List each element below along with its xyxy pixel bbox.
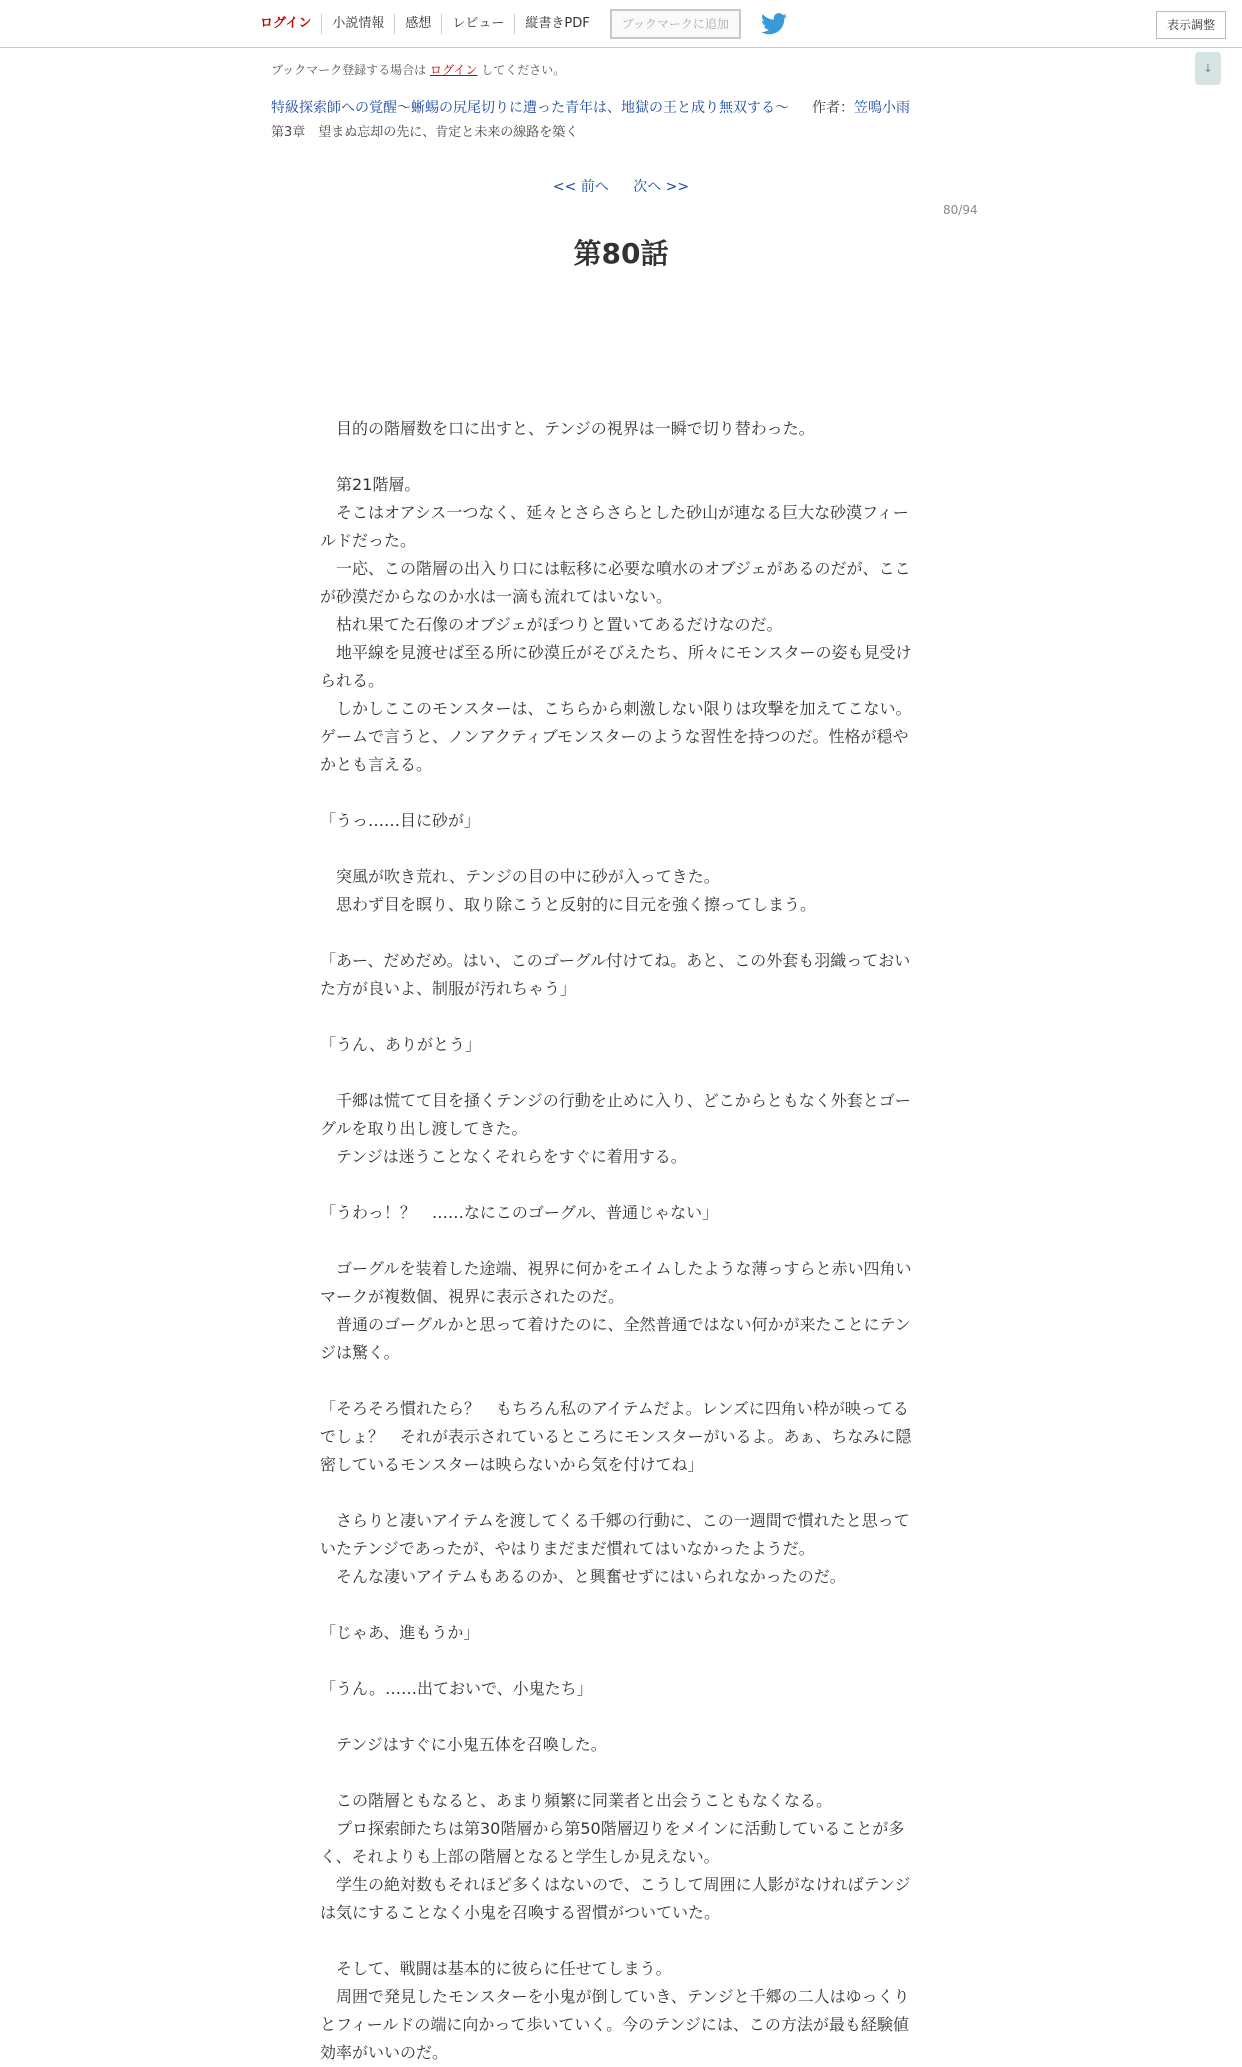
- body-line: 第21階層。: [320, 475, 421, 494]
- body-line: 周囲で発見したモンスターを小鬼が倒していき、テンジと千郷の二人はゆっくりとフィールドの端に向かって歩いていく。今のテンジには、この方法が最も経験値効率がいいのだ。: [320, 1987, 910, 2062]
- body-line: 突風が吹き荒れ、テンジの目の中に砂が入ってきた。: [320, 867, 720, 886]
- body-line: 「うっ……目に砂が」: [320, 811, 481, 830]
- login-link[interactable]: ログイン: [430, 63, 478, 77]
- display-settings-button[interactable]: 表示調整: [1156, 11, 1226, 39]
- scroll-down-button[interactable]: ↓: [1195, 52, 1221, 85]
- nav-vertical-pdf[interactable]: 縦書きPDF: [514, 14, 599, 34]
- top-header: [0, 0, 1242, 48]
- body-line: テンジは迷うことなくそれらをすぐに着用する。: [320, 1147, 687, 1166]
- nav-review[interactable]: レビュー: [441, 14, 514, 34]
- body-line: 「うわっ！？ ……なにこのゴーグル、普通じゃない」: [320, 1203, 719, 1222]
- episode-pager: [0, 176, 1242, 196]
- body-line: 「うん、ありがとう」: [320, 1035, 481, 1054]
- body-line: そこはオアシス一つなく、延々とさらさらとした砂山が連なる巨大な砂漠フィールドだった。: [320, 503, 909, 550]
- body-line: [320, 1479, 920, 1507]
- nav-novel-info[interactable]: 小説情報: [321, 14, 394, 34]
- body-line: [320, 1927, 920, 1955]
- next-episode-link[interactable]: 次へ >>: [633, 179, 690, 195]
- body-line: [320, 1703, 920, 1731]
- body-line: [320, 779, 920, 807]
- body-line: 学生の絶対数もそれほど多くはないので、こうして周囲に人影がなければテンジは気にすることなく小鬼を召喚する習慣がついていた。: [320, 1875, 911, 1922]
- body-line: 普通のゴーグルかと思って着けたのに、全然普通ではない何かが来たことにテンジは驚く。: [320, 1315, 911, 1362]
- body-line: [320, 1591, 920, 1619]
- body-line: しかしここのモンスターは、こちらから刺激しない限りは攻撃を加えてこない。ゲームで言うと、ノンアクティブモンスターのような習性を持つのだ。性格が穏やかとも言える。: [320, 699, 912, 774]
- twitter-icon[interactable]: [761, 13, 787, 35]
- body-line: [320, 1171, 920, 1199]
- body-line: さらりと凄いアイテムを渡してくる千郷の行動に、この一週間で慣れたと思っていたテンジであったが、やはりまだまだ慣れてはいなかったようだ。: [320, 1511, 910, 1558]
- nav-impressions[interactable]: 感想: [394, 14, 441, 34]
- body-line: [320, 387, 920, 415]
- body-line: 「じゃあ、進もうか」: [320, 1623, 480, 1642]
- top-nav: [250, 6, 787, 42]
- body-line: [320, 1367, 920, 1395]
- body-line: 目的の階層数を口に出すと、テンジの視界は一瞬で切り替わった。: [320, 419, 815, 438]
- prev-episode-link[interactable]: << 前へ: [552, 179, 609, 195]
- body-line: [320, 1003, 920, 1031]
- nav-login[interactable]: ログイン: [260, 16, 312, 31]
- body-line: ゴーグルを装着した途端、視界に何かをエイムしたような薄っすらと赤い四角いマークが複数個、視界に表示されたのだ。: [320, 1259, 912, 1306]
- login-note: ブックマーク登録する場合は ログイン してください。: [271, 63, 566, 77]
- body-line: 千郷は慌てて目を掻くテンジの行動を止めに入り、どこからともなく外套とゴーグルを取り出し渡してきた。: [320, 1091, 911, 1138]
- body-line: そんな凄いアイテムもあるのか、と興奮せずにはいられなかったのだ。: [320, 1567, 846, 1586]
- body-line: [320, 443, 920, 471]
- body-line: この階層ともなると、あまり頻繁に同業者と出会うこともなくなる。: [320, 1791, 833, 1810]
- novel-title-link[interactable]: 特級探索師への覚醒～蜥蜴の尻尾切りに遭った青年は、地獄の王と成り無双する～: [271, 100, 789, 116]
- body-line: テンジはすぐに小鬼五体を召喚した。: [320, 1735, 607, 1754]
- body-line: 地平線を見渡せば至る所に砂漠丘がそびえたち、所々にモンスターの姿も見受けられる。: [320, 643, 912, 690]
- body-line: [320, 1227, 920, 1255]
- body-line: [320, 919, 920, 947]
- body-line: 「あー、だめだめ。はい、このゴーグル付けてね。あと、この外套も羽織っておいた方が良いよ、制服が汚れちゃう」: [320, 951, 911, 998]
- body-line: [320, 1647, 920, 1675]
- chapter-title: 第3章 望まぬ忘却の先に、肯定と未来の線路を築く: [271, 125, 579, 140]
- author-line: 作者：笠鳴小雨: [812, 100, 910, 116]
- episode-title: 第80話: [573, 237, 669, 270]
- body-line: [320, 1759, 920, 1787]
- body-line: 枯れ果てた石像のオブジェがぽつりと置いてあるだけなのだ。: [320, 615, 783, 634]
- author-link[interactable]: 笠鳴小雨: [854, 100, 910, 116]
- page-count: 80/94: [943, 203, 978, 217]
- body-line: 「うん。……出ておいで、小鬼たち」: [320, 1679, 593, 1698]
- body-line: そして、戦闘は基本的に彼らに任せてしまう。: [320, 1959, 672, 1978]
- body-line: 思わず目を瞑り、取り除こうと反射的に目元を強く擦ってしまう。: [320, 895, 817, 914]
- body-line: [320, 359, 920, 387]
- body-line: [320, 835, 920, 863]
- novel-body: [320, 359, 920, 2067]
- body-line: 一応、この階層の出入り口には転移に必要な噴水のオブジェがあるのだが、ここが砂漠だからなのか水は一滴も流れてはいない。: [320, 559, 911, 606]
- add-bookmark-button[interactable]: ブックマークに追加: [610, 9, 741, 39]
- body-line: [320, 1059, 920, 1087]
- body-line: 「そろそろ慣れたら？ もちろん私のアイテムだよ。レンズに四角い枠が映ってるでしょ？ それが表示されているところにモンスターがいるよ。あぁ、ちなみに隠密しているモンスターは映らないから気を付けてね」: [320, 1399, 912, 1474]
- body-line: プロ探索師たちは第30階層から第50階層辺りをメインに活動していることが多く、それよりも上部の階層となると学生しか見えない。: [320, 1819, 905, 1866]
